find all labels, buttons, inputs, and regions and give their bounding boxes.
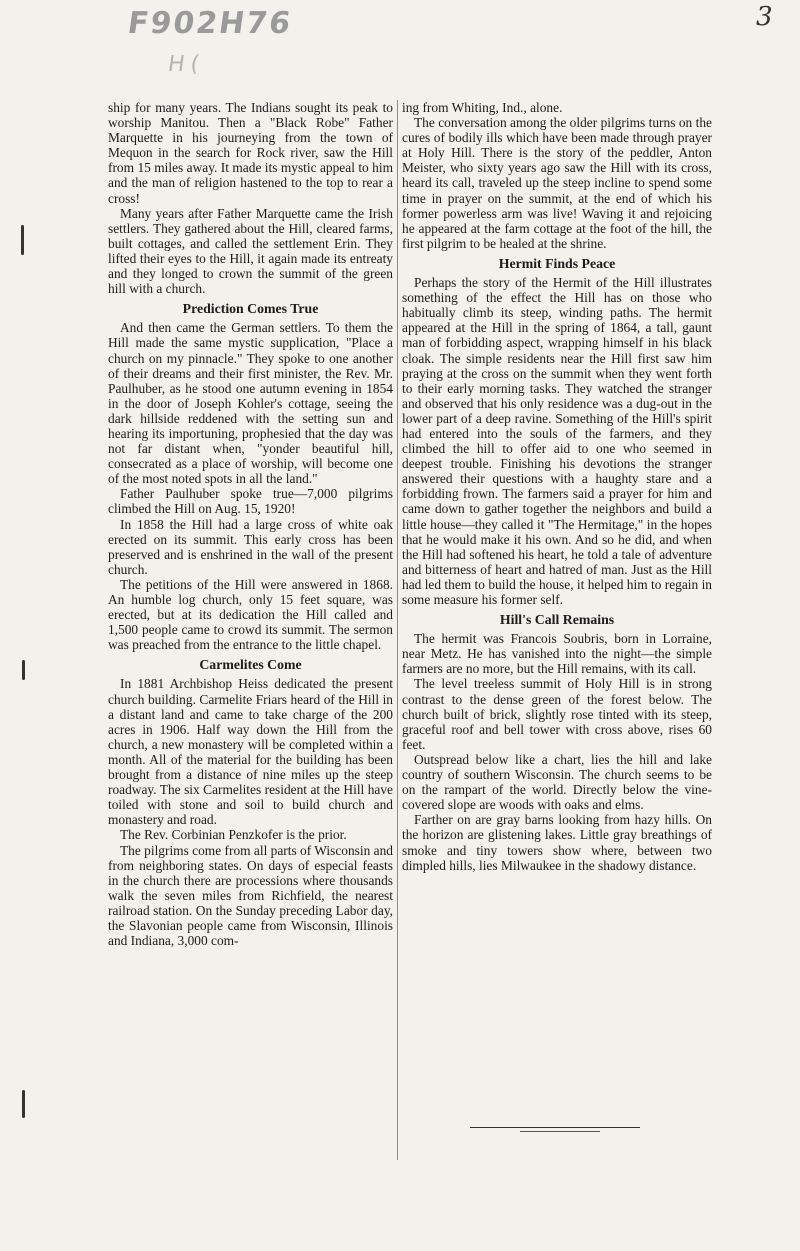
article-column-left (108, 100, 393, 948)
paragraph: And then came the German settlers. To them the Hill made the same mystic supplication, "Place a church on my pinnacle." They spoke to one another of their dreams and their first minister, the Rev. Mr. Paulhuber, as he stood one autumn evening in 1854 in the door of Joseph Kohler's cottage, seeing the dark hillside reddened with the setting sun and hearing its importuning, prophesied that the day was not far distant when, "yonder beautiful hill, consecrated as a place of worship, will become one of the most noted spots in all the land." (108, 320, 393, 487)
paragraph: The Rev. Corbinian Penzkofer is the prior. (120, 827, 347, 843)
margin-mark (22, 1090, 25, 1118)
paragraph: In 1881 Archbishop Heiss dedicated the present church building. Carmelite Friars heard of the Hill in a distant land and came to take charge of the 200 acres in 1906. Half way down the Hill from the church, a new monastery will be completed within a month. All of the material for the building has been brought from a distance of nine miles up the steep roadway. The six Carmelites resident at the Hill have toiled with stone and soil to build church and monastery and road. (108, 676, 393, 828)
paragraph: The level treeless summit of Holy Hill is in strong contrast to the dense green of the forest below. The church built of brick, slightly rose tinted with its steep, graceful roof and bell tower with cross above, rises 60 feet. (402, 676, 712, 752)
paragraph: Many years after Father Marquette came the Irish settlers. They gathered about the Hill, cleared farms, built cottages, and called the settlement Erin. They lifted their eyes to the Hill, it again made its entreaty and they longed to crown the summit of the green hill with a church. (108, 205, 393, 297)
section-heading: Hill's Call Remains (499, 612, 615, 628)
paragraph: Father Paulhuber spoke true—7,000 pilgrims climbed the Hill on Aug. 15, 1920! (108, 486, 393, 517)
article-end-rule (470, 1127, 640, 1128)
section-heading: Hermit Finds Peace (498, 255, 616, 271)
margin-mark (22, 660, 25, 680)
paragraph: ship for many years. The Indians sought its peak to worship Manitou. Then a "Black Robe" Father Marquette in his journeying from the town of Mequon in the search for Rock river, saw the Hill from 15 miles away. It made its mystic appeal to him and the man of religion hastened to the top to rear a cross! (108, 100, 393, 206)
paragraph: The conversation among the older pilgrims turns on the cures of bodily ills which have been made through prayer at Holy Hill. There is the story of the peddler, Anton Meister, who sixty years ago saw the Hill with its cross, heard its call, traveled up the steep incline to spend some time in prayer on the summit, at the end of which his former powerless arm was live! Waving it and rejoicing he appeared at the farm cottage at the foot of the hill, the first pilgrim to be healed at the shrine. (402, 115, 712, 251)
paragraph: The hermit was Francois Soubris, born in Lorraine, near Metz. He has vanished into the night—the simple farmers are no more, but the Hill remains, with its call. (402, 631, 712, 677)
catalog-number: F902H76 (125, 6, 295, 41)
section-heading: Prediction Comes True (182, 301, 319, 317)
paragraph: In 1858 the Hill had a large cross of white oak erected on its summit. This early cross has been preserved and is enshrined in the wall of the present church. (108, 516, 393, 577)
section-heading: Carmelites Come (199, 657, 302, 673)
catalog-sub-annotation: H( (166, 52, 207, 77)
paragraph: The petitions of the Hill were answered in 1868. An humble log church, only 15 feet square, was erected, but at its dedication the Hill called and 1,500 people came to crowd its summit. The sermon was preached from the entrance to the little chapel. (108, 576, 393, 653)
paragraph: ing from Whiting, Ind., alone. (402, 100, 563, 115)
column-divider (397, 100, 398, 1160)
paragraph: The pilgrims come from all parts of Wisconsin and from neighboring states. On days of especial feasts in the church there are processions where thousands walk the seven miles from Richfield, the nearest railroad station. On the Sunday preceding Labor day, the Slavonian people came from Wisconsin, Illinois and Indiana, 3,000 com- (108, 842, 393, 949)
article-end-rule (520, 1131, 600, 1132)
paragraph: Outspread below like a chart, lies the hill and lake country of southern Wisconsin. The church seems to be on the rampart of the world. Directly below the vine-covered slope are woods with oaks and elms. (402, 751, 712, 813)
page-number: 3 (756, 2, 773, 32)
paragraph: Perhaps the story of the Hermit of the Hill illustrates something of the effect the Hill has on those who habitually climb its steep, winding paths. The hermit appeared at the Hill in the spring of 1864, a tall, gaunt man of forbidding aspect, wrapping himself in his black cloak. The simple residents near the Hill first saw him praying at the cross on the summit when they went forth to their early morning tasks. They watched the stranger and observed that his only residence was a dug-out in the lower part of a deep ravine. Something of the Hill's spirit had entered into the souls of the farmers, and they climbed the hill to offer aid to one who seemed in deepest trouble. Finishing his devotions the stranger answered their questions with a haughty stare and a forbidding frown. The farmers said a prayer for him and came down to gather together the neighbors and build a little house—they called it "The Hermitage," in the hopes that he would make it his own. And so he did, and when the Hill had softened his heart, he told a tale of adventure and bitterness of heart and hatred of man. Just as the Hill had led them to build the house, it helped him to regain in some measure his former self. (402, 275, 712, 607)
article-column-right (402, 100, 712, 873)
margin-mark (21, 225, 24, 255)
paragraph: Farther on are gray barns looking from hazy hills. On the horizon are glistening lakes. Little gray breathings of smoke and tiny towers show where, between two dimpled hills, lies Milwaukee in the shadowy distance. (402, 812, 712, 873)
